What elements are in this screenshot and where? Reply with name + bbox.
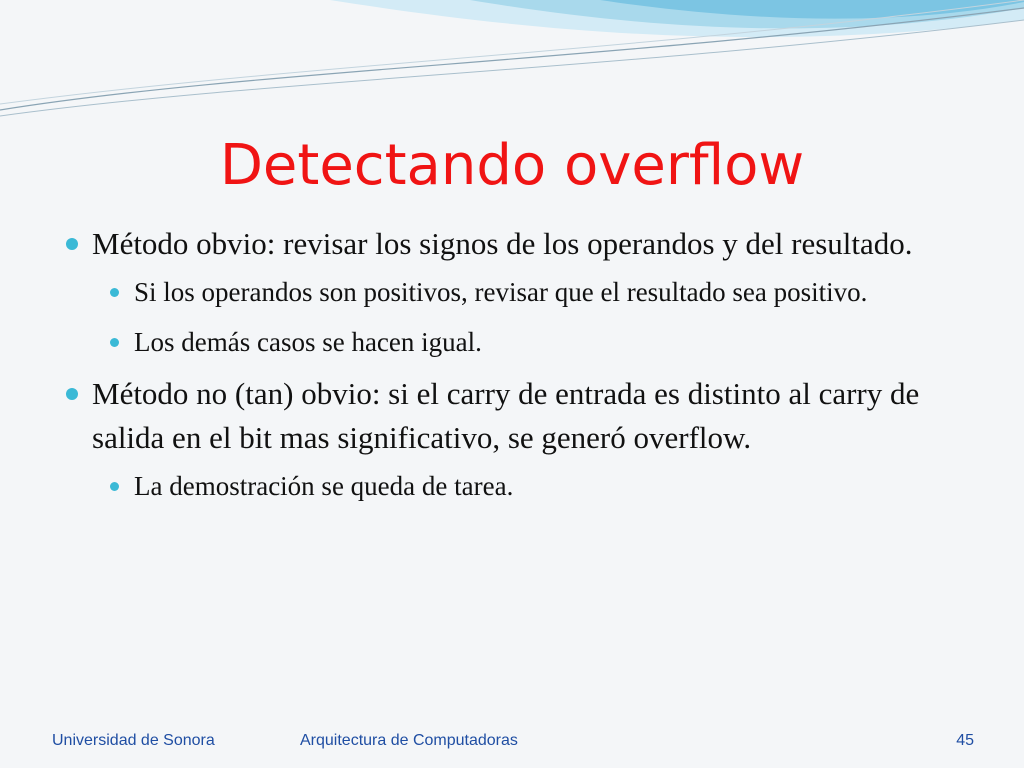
sub-bullet-item [106, 272, 962, 312]
sub-bullet-item [106, 322, 962, 362]
bullet-dot-icon [110, 482, 119, 491]
header-wave-decoration [0, 0, 1024, 130]
bullet-item [62, 372, 962, 460]
slide-body [62, 222, 962, 516]
bullet-text: Método obvio: revisar los signos de los operandos y del resultado. [92, 226, 913, 261]
slide-title: Detectando overflow [219, 133, 805, 198]
slide-number: 45 [956, 732, 974, 749]
sub-bullet-text: Los demás casos se hacen igual. [134, 327, 482, 357]
sub-bullet-text: Si los operandos son positivos, revisar que el resultado sea positivo. [134, 277, 868, 307]
sub-bullet-item [106, 466, 962, 506]
sub-bullet-text: La demostración se queda de tarea. [134, 471, 514, 501]
bullet-dot-icon [110, 288, 119, 297]
bullet-dot-icon [110, 338, 119, 347]
bullet-text: Método no (tan) obvio: si el carry de entrada es distinto al carry de salida en el bit mas significativo, se generó overflow. [92, 376, 920, 455]
footer-institution: Universidad de Sonora [52, 732, 215, 749]
wave-line [0, 20, 1024, 116]
bullet-dot-icon [66, 388, 78, 400]
bullet-dot-icon [66, 238, 78, 250]
bullet-item [62, 222, 962, 266]
footer-course: Arquitectura de Computadoras [300, 732, 518, 749]
